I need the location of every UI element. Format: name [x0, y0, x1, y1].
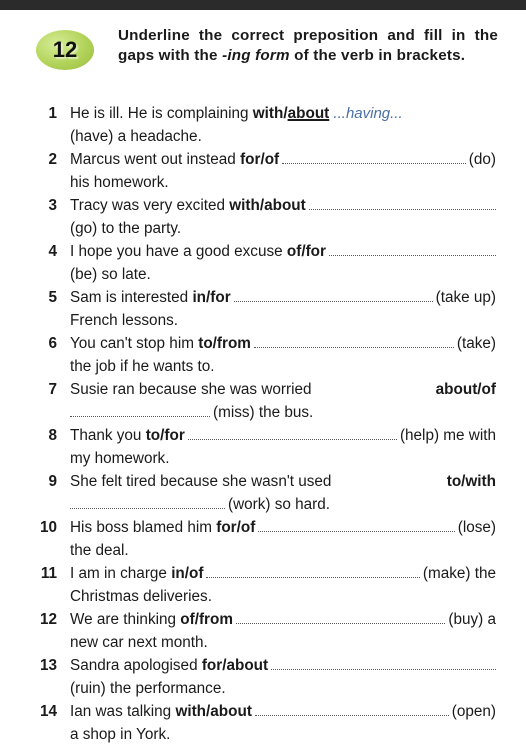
exercise-item-2: 2 Marcus went out instead for/of (do) his homework.	[10, 148, 496, 194]
exercise-header	[36, 26, 506, 86]
item-number: 5	[48, 289, 57, 306]
exercise-number: 12	[52, 37, 78, 62]
exercise-item-9: 9 She felt tired because she wasn't used to/with (work) so hard.	[10, 470, 496, 516]
answer-field[interactable]: ...having...	[329, 105, 403, 122]
preposition-choice[interactable]: with/about	[229, 197, 306, 214]
answer-blank[interactable]	[271, 655, 496, 670]
item-number: 11	[40, 565, 57, 582]
preposition-choice[interactable]: to/for	[145, 427, 185, 444]
item-number: 12	[39, 611, 57, 628]
item-number: 14	[39, 703, 57, 720]
underlined-answer: about	[287, 105, 330, 122]
item-number: 2	[48, 151, 57, 168]
item-number: 4	[48, 243, 57, 260]
exercise-item-6: 6 You can't stop him to/from (take) the job if he wants to.	[10, 332, 496, 378]
item-number: 1	[48, 105, 57, 122]
exercise-item-12: 12 We are thinking of/from (buy) a new car next month.	[10, 608, 496, 654]
preposition-choice[interactable]: to/from	[198, 335, 251, 352]
preposition-choice[interactable]: to/with	[446, 473, 496, 490]
exercise-number-badge	[36, 30, 94, 70]
answer-blank[interactable]	[309, 195, 496, 210]
preposition-choice[interactable]: in/of	[171, 565, 204, 582]
exercise-item-13: 13 Sandra apologised for/about (ruin) the performance.	[10, 654, 496, 700]
instruction-title: Underline the correct preposition and fill in the gaps with the -ing form of the verb in brackets.	[118, 27, 498, 64]
item-number: 13	[39, 657, 57, 674]
item-number: 7	[48, 381, 57, 398]
exercise-item-5: 5 Sam is interested in/for (take up) French lessons.	[10, 286, 496, 332]
exercise-item-3: 3 Tracy was very excited with/about (go) to the party.	[10, 194, 496, 240]
answer-blank[interactable]	[206, 563, 419, 578]
top-bar	[0, 0, 526, 10]
answer-blank[interactable]	[255, 701, 449, 716]
answer-blank[interactable]	[329, 241, 496, 256]
preposition-choice[interactable]: in/for	[192, 289, 231, 306]
answer-blank[interactable]	[236, 609, 445, 624]
answer-blank[interactable]	[70, 494, 225, 509]
preposition-choice[interactable]: for/of	[240, 151, 280, 168]
answer-blank[interactable]	[234, 287, 433, 302]
answer-blank[interactable]	[188, 425, 397, 440]
preposition-choice[interactable]: for/about	[201, 657, 269, 674]
answer-blank[interactable]	[282, 149, 466, 164]
item-number: 9	[48, 473, 57, 490]
exercise-item-8: 8 Thank you to/for (help) me with my homework.	[10, 424, 496, 470]
item-number: 10	[39, 519, 57, 536]
preposition-choice[interactable]: of/for	[286, 243, 326, 260]
preposition-choice[interactable]: with/about	[252, 105, 330, 122]
item-number: 8	[48, 427, 57, 444]
exercise-item-10: 10 His boss blamed him for/of (lose) the deal.	[10, 516, 496, 562]
preposition-choice[interactable]: with/about	[175, 703, 252, 720]
answer-blank[interactable]	[70, 402, 210, 417]
exercise-item-14: 14 Ian was talking with/about (open) a shop in York.	[10, 700, 496, 746]
item-number: 3	[48, 197, 57, 214]
item-number: 6	[48, 335, 57, 352]
preposition-choice[interactable]: for/of	[216, 519, 256, 536]
preposition-choice[interactable]: of/from	[180, 611, 233, 628]
exercise-item-7: 7 Susie ran because she was worried about/of (miss) the bus.	[10, 378, 496, 424]
exercise-item-1: 1 He is ill. He is complaining with/about ...having... (have) a headache.	[10, 102, 496, 148]
exercise-list	[10, 102, 496, 746]
answer-blank[interactable]	[254, 333, 454, 348]
exercise-item-4: 4 I hope you have a good excuse of/for (be) so late.	[10, 240, 496, 286]
answer-blank[interactable]	[258, 517, 454, 532]
preposition-choice[interactable]: about/of	[435, 381, 496, 398]
exercise-item-11: 11 I am in charge in/of (make) the Christmas deliveries.	[10, 562, 496, 608]
